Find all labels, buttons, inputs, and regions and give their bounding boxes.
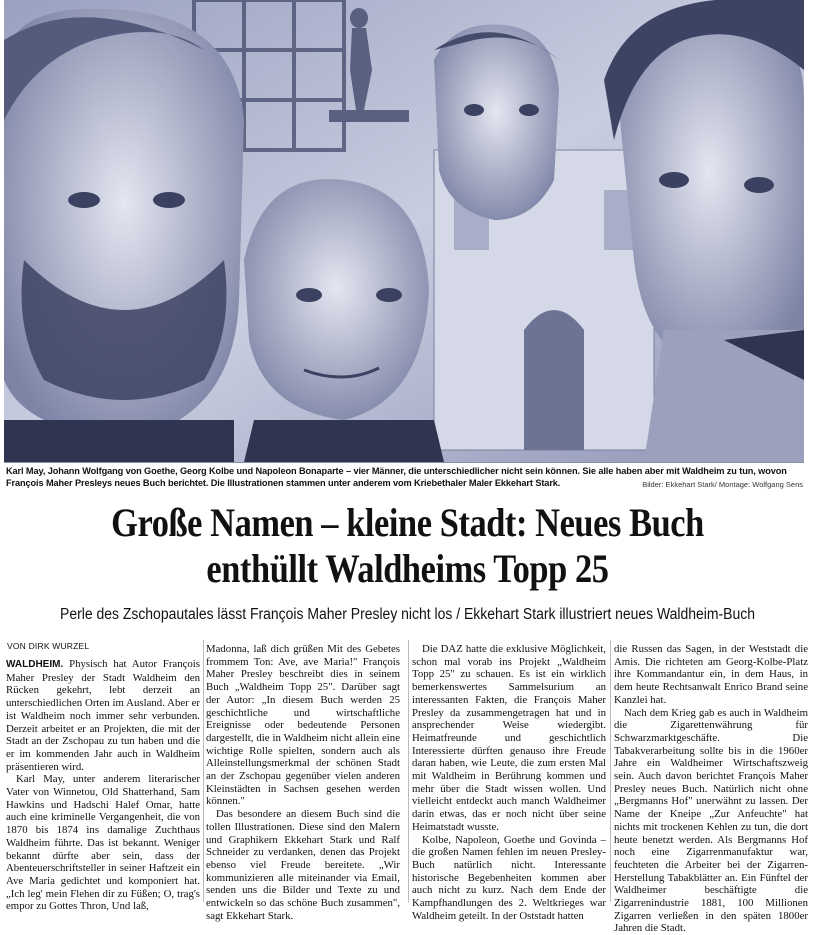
paragraph-text: Physisch hat Autor François Maher Presley der Stadt Waldheim den Rücken gekehrt, lebt derzeit an unterschiedlichen Orten im Ausland. Aber er ist Waldheim noch immer sehr verbunden. Derzeit arbeitet er an Projekten, die mit der Stadt an der Zschopau zu tun haben und die er im kommenden Jahr auch in Waldheim präsentieren wird.: [6, 658, 200, 773]
article-column-3: [412, 643, 606, 922]
dateline: WALDHEIM.: [6, 659, 64, 670]
headline-line-1: Große Namen – kleine Stadt: Neues Buch: [111, 500, 704, 545]
paragraph: Kolbe, Napoleon, Goethe und Govinda – die großen Namen fehlen im neuen Presley-Buch natürlich nicht. Interessante historische Begebenheiten kommen aber auch nicht zu kurz. Nach dem Ende der Kampfhandlungen des 2. Weltkrieges war Waldheim geteilt. In der Oststadt hatten: [412, 833, 606, 922]
caption-text: Karl May, Johann Wolfgang von Goethe, Georg Kolbe und Napoleon Bonaparte – vier Männer, die unterschiedlicher nicht sein können. Sie alle haben aber mit Waldheim zu tun, wovon François Maher Presleys neues Buch berichtet. Die Illustrationen stammen unter anderem vom Kriebethaler Maler Ekkehart Stark.: [6, 466, 787, 488]
photo-credit: Bilder: Ekkehart Stark/ Montage: Wolfgang Sens: [642, 480, 803, 489]
montage-artwork: [4, 0, 804, 462]
portrait-karl-may: [4, 9, 244, 462]
illustration-montage: [4, 0, 804, 463]
paragraph: Die DAZ hatte die exklusive Möglichkeit, schon mal vorab ins Projekt „Waldheim Topp 25" zu schauen. Es ist ein wirklich bemerkenswertes Sammelsurium an interessanten Fakten, die François Maher Presley da zusammengetragen hat und in ansprechender Weise wiedergibt. Heimatfreunde und geschichtlich Interessierte dürften genauso ihre Freude daran haben, wie Leute, die zum ersten Mal mit Waldheim in Berührung kommen und mehr über die Stadt wissen wollen. Und vielleicht entdeckt auch manch Waldheimer darin etwas, das er noch nicht über seine Heimatstadt wusste.: [412, 643, 606, 833]
column-divider: [610, 640, 611, 902]
article-column-1: [6, 658, 200, 913]
paragraph: Madonna, laß dich grüßen Mit des Gebetes frommem Ton: Ave, ave Maria!" François Maher Presley beschreibt dies in seinem Buch „Waldheim Topp 25". Darüber sagt der Autor: „In diesem Buch werden 25 geschichtliche und wirtschaftliche Ereignisse oder bedeutende Personen dargestellt, die in Waldheim nicht allein eine wichtige Rolle spielten, sondern auch als Alleinstellungsmerkmal der schönen Stadt an der Zschopau gegenüber vielen anderen Kleinstädten in Sachsen gesehen werden können.": [206, 643, 400, 808]
column-divider: [203, 640, 204, 902]
headline: [57, 500, 758, 592]
paragraph: Karl May, unter anderem literarischer Vater von Winnetou, Old Shatterhand, Sam Hawkins und Hadschi Halef Omar, hatte auch eine kriminelle Vergangenheit, die von 1870 bis 1874 ins damalige Zuchthaus Waldheim führte. Das ist bekannt. Weniger bekannt dürfte aber sein, dass der Abenteuerschriftsteller in seiner Haftzeit ein Ave Maria gedichtet und komponiert hat. „Ich leg' mein Flehen dir zu Füßen; O, trag's empor zu Gottes Thron, Und laß,: [6, 773, 200, 913]
byline: VON DIRK WURZEL: [7, 641, 90, 651]
paragraph: Das besondere an diesem Buch sind die tollen Illustrationen. Diese sind den Malern und Graphikern Ekkehart Stark und Ralf Schneider zu verdanken, denen das Projekt ebenso viel Freude bereitete. „Wir kommunizieren alle miteinander via Email, senden uns die Bilder und Texte zu und entwickeln so das schöne Buch zusammen", sagt Ekkehart Stark.: [206, 808, 400, 922]
article-column-4: [614, 643, 808, 935]
paragraph: Nach dem Krieg gab es auch in Waldheim die Zigarettenwährung für Schwarzmarktgeschäfte. Die Tabakverarbeitung sollte bis in die 1960er Jahre ein Waldheimer Wirtschaftszweig sein. Auch davon berichtet François Maher Presley neues Buch. Natürlich nicht ohne „Bergmanns Hof" unerwähnt zu lassen. Der Name der Kneipe „Zur Anfeuchte" hat nichts mit trockenen Kehlen zu tun, die dort heute benetzt werden. Als Bergmanns Hof noch eine Zigarrenmanufaktur war, feuchteten die Arbeiter bei der Zigarren-Herstellung Tabakblätter an. Ein Fünftel der Waldheimer beschäftigte die Zigarrenindustrie 1881, 100 Millionen Zigarren verließen in den späten 1800er Jahren die Stadt.: [614, 706, 808, 935]
paragraph: die Russen das Sagen, in der Weststadt die Amis. Die richteten am Georg-Kolbe-Platz ihre Kommandantur ein, in dem Haus, in dem heute Rechtsanwalt Enrico Brand seine Kanzlei hat.: [614, 643, 808, 706]
paragraph: [6, 658, 200, 773]
portrait-kolbe: [434, 24, 559, 220]
column-divider: [408, 640, 409, 902]
headline-line-2: enthüllt Waldheims Topp 25: [206, 546, 609, 591]
subheadline: Perle des Zschopautales lässt François Maher Presley nicht los / Ekkehart Stark illustriert neues Waldheim-Buch: [60, 606, 755, 623]
article-column-2: [206, 643, 400, 922]
